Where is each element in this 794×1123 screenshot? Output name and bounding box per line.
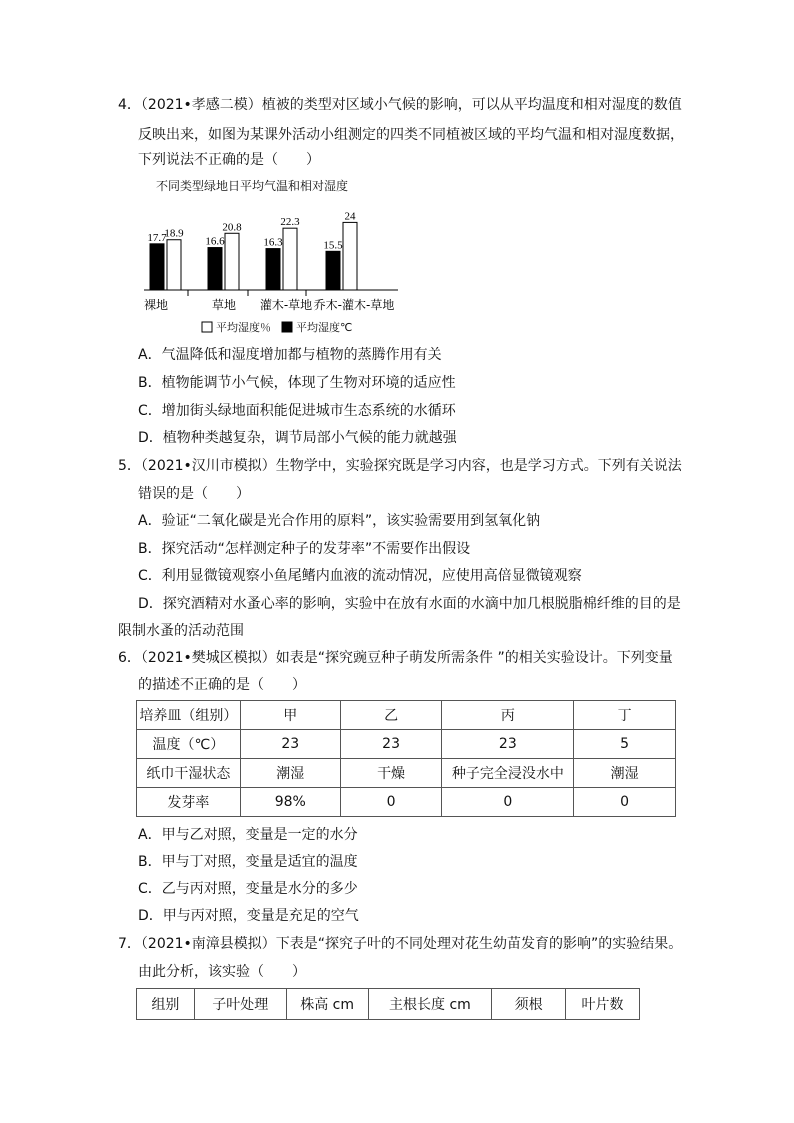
q6-table: [136, 700, 676, 817]
bar-value-label: 22.3: [280, 216, 300, 229]
q5-stem-line1: 5．（2021•汉川市模拟）生物学中，实验探究既是学习内容，也是学习方式。下列有关说法: [118, 458, 682, 474]
q5-stem-line2: 错误的是（ ）: [138, 486, 250, 502]
table-cell: 23: [340, 730, 442, 759]
q6-option-d: D．甲与丙对照，变量是充足的空气: [138, 908, 359, 924]
table-cell: 丙: [442, 701, 574, 730]
table-cell: 0: [340, 788, 442, 817]
legend-swatch-temp: [282, 322, 292, 332]
q5-option-d: D．探究酒精对水蚤心率的影响，实验中在放有水面的水滴中加几根脱脂棉纤维的目的是: [138, 596, 681, 612]
x-tick-label: 灌木-草地: [259, 298, 313, 312]
q6-option-c: C．乙与丙对照，变量是水分的多少: [138, 881, 358, 897]
table-header-cell: 主根长度 cm: [368, 989, 492, 1020]
x-tick-label: 乔木-灌木-草地: [313, 298, 395, 312]
q4-stem-line1: 4．（2021•孝感二模）植被的类型对区域小气候的影响，可以从平均温度和相对湿度的数值: [118, 97, 682, 113]
table-row: [137, 730, 676, 759]
q5-option-b: B．探究活动“怎样测定种子的发芽率”不需要作出假设: [138, 541, 471, 557]
bar-humidity: [167, 240, 181, 290]
table-row: [137, 989, 640, 1020]
bar-value-label: 15.5: [323, 239, 343, 252]
bar-value-label: 17.7: [147, 231, 167, 244]
table-cell: 甲: [240, 701, 340, 730]
q4-stem-line2: 反映出来，如图为某课外活动小组测定的四类不同植被区域的平均气温和相对湿度数据，: [138, 127, 684, 143]
x-tick-label: 裸地: [143, 298, 169, 312]
bar-temp: [266, 249, 280, 290]
table-cell: 0: [574, 788, 676, 817]
legend-swatch-humidity: [202, 322, 212, 332]
table-cell: 98%: [240, 788, 340, 817]
bar-value-label: 18.9: [164, 227, 184, 240]
x-tick-label: 草地: [211, 298, 237, 312]
table-header-cell: 须根: [492, 989, 566, 1020]
table-cell: 干燥: [340, 759, 442, 788]
bar-value-label: 24: [344, 210, 356, 223]
table-header-cell: 组别: [137, 989, 195, 1020]
table-cell: 23: [240, 730, 340, 759]
table-cell: 潮湿: [574, 759, 676, 788]
bar-humidity: [283, 228, 297, 290]
bar-temp: [208, 248, 222, 290]
q6-stem-line1: 6．（2021•樊城区模拟）如表是“探究豌豆种子萌发所需条件 ”的相关实验设计。下列变量: [118, 650, 673, 666]
bar-humidity: [225, 233, 239, 290]
q4-option-b: B．植物能调节小气候，体现了生物对环境的适应性: [138, 375, 456, 391]
q4-stem-line3: 下列说法不正确的是（ ）: [138, 152, 320, 168]
q7-stem-line2: 由此分析，该实验（ ）: [138, 964, 306, 980]
q4-option-a: A．气温降低和湿度增加都与植物的蒸腾作用有关: [138, 347, 442, 363]
table-cell: 5: [574, 730, 676, 759]
table-cell: 乙: [340, 701, 442, 730]
legend-label-temp: 平均湿度℃: [296, 321, 353, 334]
table-cell: 温度（℃）: [137, 730, 241, 759]
bar-value-label: 16.6: [205, 235, 225, 248]
q4-option-c: C．增加街头绿地面积能促进城市生态系统的水循环: [138, 403, 456, 419]
q6-option-a: A．甲与乙对照，变量是一定的水分: [138, 827, 358, 843]
table-cell: 种子完全浸没水中: [442, 759, 574, 788]
table-row: [137, 759, 676, 788]
q5-option-a: A．验证“二氧化碳是光合作用的原料”，该实验需要用到氢氧化钠: [138, 513, 541, 529]
q6-stem-line2: 的描述不正确的是（ ）: [138, 677, 306, 693]
legend-label-humidity: 平均湿度％: [216, 321, 271, 334]
table-header-cell: 叶片数: [566, 989, 640, 1020]
chart-title: 不同类型绿地日平均气温和相对湿度: [156, 179, 349, 193]
q7-stem-line1: 7．（2021•南漳县模拟）下表是“探究子叶的不同处理对花生幼苗发育的影响”的实验结果。: [118, 936, 683, 952]
bar-value-label: 16.3: [263, 236, 283, 249]
q7-table: [136, 988, 640, 1020]
table-row: [137, 788, 676, 817]
table-cell: 23: [442, 730, 574, 759]
q6-option-b: B．甲与丁对照，变量是适宜的温度: [138, 854, 358, 870]
bar-value-label: 20.8: [222, 221, 242, 234]
table-cell: 0: [442, 788, 574, 817]
table-row: [137, 701, 676, 730]
q4-option-d: D．植物种类越复杂，调节局部小气候的能力就越强: [138, 430, 457, 446]
table-header-cell: 子叶处理: [194, 989, 286, 1020]
bar-humidity: [343, 222, 357, 290]
table-cell: 丁: [574, 701, 676, 730]
bar-temp: [150, 244, 164, 290]
table-cell: 纸巾干湿状态: [137, 759, 241, 788]
q5-option-c: C．利用显微镜观察小鱼尾鳍内血液的流动情况，应使用高倍显微镜观察: [138, 568, 582, 584]
bar-chart: [140, 176, 400, 341]
q5-option-d-cont: 限制水蚤的活动范围: [118, 623, 244, 639]
table-header-cell: 株高 cm: [286, 989, 368, 1020]
table-cell: 潮湿: [240, 759, 340, 788]
bar-temp: [326, 251, 340, 290]
table-cell: 发芽率: [137, 788, 241, 817]
table-cell: 培养皿（组别）: [137, 701, 241, 730]
